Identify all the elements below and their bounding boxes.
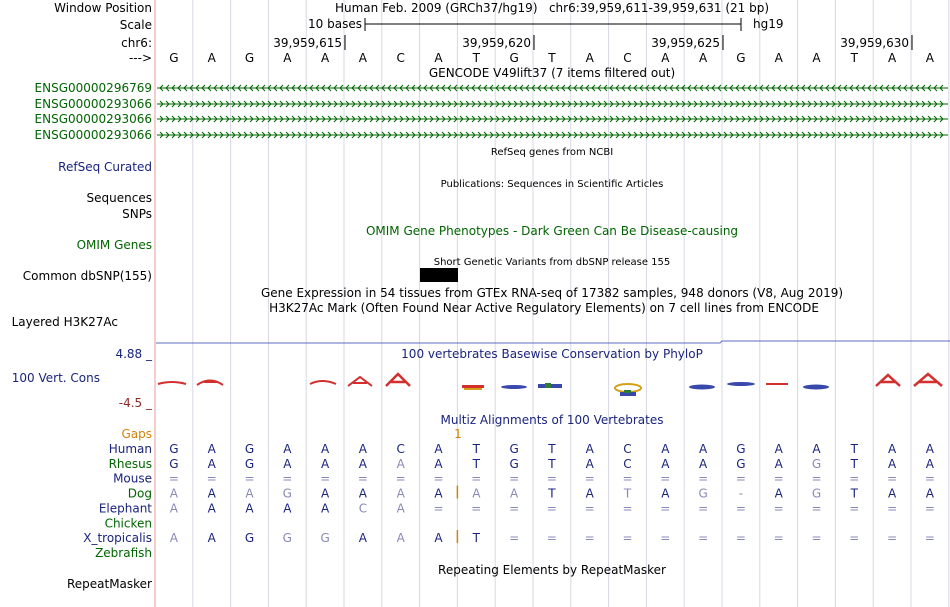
gencode-gene-label[interactable]: ENSG00000293066 <box>34 97 152 111</box>
alignment-base: = <box>546 501 557 516</box>
alignment-base: = <box>244 471 255 486</box>
alignment-base: A <box>887 486 897 501</box>
alignment-base: = <box>622 501 633 516</box>
alignment-base: = <box>735 501 746 516</box>
alignment-base: A <box>887 456 897 471</box>
chrom-label[interactable]: chr6: <box>121 36 152 50</box>
alignment-base: = <box>660 471 671 486</box>
gencode-track-title[interactable]: GENCODE V49lift37 (7 items filtered out) <box>428 66 676 80</box>
alignment-base: A <box>358 486 368 501</box>
reference-base: A <box>887 51 897 65</box>
alignment-base: A <box>396 486 405 501</box>
alignment-base: A <box>207 501 216 516</box>
alignment-base: G <box>811 486 822 501</box>
multiz-track-title[interactable]: Multiz Alignments of 100 Vertebrates <box>440 413 664 427</box>
alignment-base: A <box>320 501 330 516</box>
alignment-base: A <box>925 486 935 501</box>
alignment-base: = <box>887 471 898 486</box>
alignment-base: A <box>812 442 821 456</box>
alignment-base: A <box>434 456 443 471</box>
alignment-base: = <box>773 501 784 516</box>
alignment-base: = <box>773 531 784 546</box>
reference-base: A <box>661 51 670 65</box>
alignment-base: A <box>434 531 443 546</box>
alignment-base: = <box>924 531 935 546</box>
alignment-base: A <box>698 456 708 471</box>
alignment-base: A <box>925 456 935 471</box>
species-label[interactable]: Rhesus <box>108 456 152 471</box>
conservation-logo <box>158 374 942 396</box>
gencode-gene-label[interactable]: ENSG00000296769 <box>34 81 152 95</box>
logo-glyph <box>689 385 715 390</box>
alignment-base: = <box>622 531 633 546</box>
alignment-base: G <box>736 442 746 456</box>
alignment-base: = <box>811 531 822 546</box>
alignment-base: = <box>546 471 557 486</box>
conservation-track-title[interactable]: 100 vertebrates Basewise Conservation by PhyloP <box>401 347 703 361</box>
alignment-base: A <box>283 442 292 456</box>
logo-glyph <box>348 377 372 386</box>
gencode-gene-label[interactable]: ENSG00000293066 <box>34 128 152 142</box>
alignment-base: T <box>548 486 556 501</box>
alignment-base: T <box>623 486 632 501</box>
alignment-base: G <box>282 531 292 546</box>
alignment-base: = <box>924 471 935 486</box>
alignment-base: T <box>472 442 480 456</box>
alignment-base: G <box>244 456 255 471</box>
alignment-base: = <box>584 531 595 546</box>
alignment-base: A <box>585 456 594 471</box>
gtex-track-title[interactable]: Gene Expression in 54 tissues from GTEx RNA-seq of 17382 samples, 948 donors (V8, Aug 2019) <box>260 286 844 300</box>
logo-glyph <box>386 374 410 386</box>
scale-label[interactable]: Scale <box>119 18 152 32</box>
alignment-base: = <box>320 471 331 486</box>
alignment-base: = <box>509 471 520 486</box>
h3k27ac-track-label[interactable]: Layered H3K27Ac <box>11 315 118 329</box>
alignment-base: = <box>660 531 671 546</box>
refseq-track-label[interactable]: RefSeq Curated <box>58 160 152 174</box>
alignment-base: A <box>509 486 519 501</box>
species-label[interactable]: Mouse <box>113 471 152 486</box>
logo-glyph <box>727 382 755 386</box>
alignment-base: A <box>358 531 368 546</box>
species-label[interactable]: X_tropicalis <box>83 531 152 546</box>
alignment-base: A <box>169 501 179 516</box>
alignment-rows <box>169 442 935 545</box>
alignment-base: T <box>548 442 556 456</box>
alignment-base: A <box>396 456 405 471</box>
h3k27ac-track-title[interactable]: H3K27Ac Mark (Often Found Near Active Regulatory Elements) on 7 cell lines from ENCODE <box>269 301 819 315</box>
alignment-base: = <box>433 501 444 516</box>
alignment-base: A <box>396 531 405 546</box>
dbsnp-track-label[interactable]: Common dbSNP(155) <box>22 269 152 283</box>
alignment-base: A <box>585 486 594 501</box>
alignment-base: = <box>509 501 520 516</box>
reference-base: A <box>925 51 935 65</box>
alignment-base: A <box>698 442 708 456</box>
ruler-tick-label: 39,959,625 <box>651 36 720 50</box>
alignment-base: A <box>434 442 443 456</box>
coordinate-ruler <box>273 35 912 50</box>
alignment-base: = <box>849 471 860 486</box>
dbsnp-variant-feature[interactable] <box>420 268 458 282</box>
alignment-base: A <box>661 456 670 471</box>
alignment-base: A <box>320 456 330 471</box>
repeatmasker-track-title[interactable]: Repeating Elements by RepeatMasker <box>438 563 666 577</box>
alignment-base: G <box>169 456 179 471</box>
alignment-base: = <box>282 471 293 486</box>
species-label[interactable]: Zebrafish <box>95 545 152 560</box>
reference-base: T <box>850 51 858 65</box>
ruler-tick-label: 39,959,615 <box>273 36 342 50</box>
logo-glyph <box>876 375 900 386</box>
omim-track-label[interactable]: OMIM Genes <box>76 238 152 252</box>
reference-base: C <box>623 51 632 65</box>
alignment-base: T <box>548 456 556 471</box>
alignment-base: A <box>245 486 254 501</box>
conservation-max-label: 4.88 _ <box>115 347 152 361</box>
alignment-base: C <box>623 442 632 456</box>
alignment-base: C <box>623 456 632 471</box>
alignment-base: A <box>925 442 935 456</box>
logo-glyph <box>158 382 186 384</box>
alignment-base: = <box>924 501 935 516</box>
alignment-base: = <box>433 471 444 486</box>
gencode-gene-label[interactable]: ENSG00000293066 <box>34 112 152 126</box>
window-position-label[interactable]: Window Position <box>54 1 152 15</box>
alignment-base: T <box>850 456 858 471</box>
alignment-base: A <box>320 486 330 501</box>
alignment-base: = <box>773 471 784 486</box>
assembly-text: hg19 <box>753 17 784 31</box>
alignment-base: = <box>887 531 898 546</box>
alignment-base: A <box>661 486 670 501</box>
species-label[interactable]: Human <box>108 442 152 456</box>
reference-base: A <box>283 51 292 65</box>
alignment-base: A <box>207 486 216 501</box>
ruler-tick-label: 39,959,630 <box>840 36 909 50</box>
logo-glyph <box>310 381 336 384</box>
alignment-base: = <box>735 531 746 546</box>
logo-glyph <box>624 390 631 393</box>
reference-base: T <box>548 51 556 65</box>
alignment-base: A <box>396 501 405 516</box>
alignment-base: = <box>698 531 709 546</box>
alignment-base: = <box>698 501 709 516</box>
reference-base: G <box>244 51 255 65</box>
alignment-base: = <box>887 501 898 516</box>
alignment-base: G <box>698 486 708 501</box>
alignment-base: G <box>736 456 746 471</box>
reference-base: A <box>812 51 821 65</box>
alignment-base: = <box>811 471 822 486</box>
reference-base: A <box>434 51 443 65</box>
alignment-base: C <box>396 442 405 456</box>
reference-base: A <box>207 51 216 65</box>
alignment-base: A <box>434 486 443 501</box>
alignment-base: = <box>206 471 217 486</box>
scale-bar <box>308 17 783 31</box>
alignment-base: A <box>207 442 216 456</box>
logo-glyph <box>545 383 551 388</box>
conservation-min-label: -4.5 _ <box>118 396 152 410</box>
species-label[interactable]: Chicken <box>104 516 152 531</box>
alignment-base: = <box>357 471 368 486</box>
logo-glyph <box>462 385 484 388</box>
species-label[interactable]: Elephant <box>98 501 152 516</box>
reference-base: G <box>509 51 519 65</box>
h3k27ac-signal-line <box>156 341 950 343</box>
gencode-gene-features[interactable] <box>157 85 948 138</box>
publications-track-title[interactable]: Publications: Sequences in Scientific Articles <box>440 179 664 190</box>
reference-base: G <box>736 51 746 65</box>
alignment-base: A <box>169 486 179 501</box>
alignment-base: T <box>472 531 480 546</box>
reference-base: T <box>472 51 480 65</box>
alignment-base: A <box>207 456 216 471</box>
alignment-base: T <box>850 486 858 501</box>
dbsnp-track-title[interactable]: Short Genetic Variants from dbSNP release 155 <box>433 257 671 268</box>
alignment-base: = <box>546 531 557 546</box>
alignment-base: G <box>169 442 179 456</box>
logo-glyph <box>464 388 482 390</box>
conservation-track-label[interactable]: 100 Vert. Cons <box>11 371 100 385</box>
position-text: Human Feb. 2009 (GRCh37/hg19) chr6:39,959,611-39,959,631 (21 bp) <box>334 1 770 15</box>
alignment-base: A <box>358 442 368 456</box>
logo-glyph <box>914 374 942 386</box>
logo-glyph <box>501 385 527 389</box>
alignment-base: A <box>887 442 897 456</box>
alignment-base: G <box>811 456 822 471</box>
alignment-base: = <box>584 471 595 486</box>
alignment-base: G <box>282 486 292 501</box>
alignment-base: A <box>472 486 481 501</box>
alignment-base: A <box>661 442 670 456</box>
ruler-tick-label: 39,959,620 <box>462 36 531 50</box>
alignment-base: = <box>584 501 595 516</box>
reference-base: A <box>358 51 368 65</box>
logo-glyph <box>766 383 788 385</box>
reference-base: A <box>585 51 594 65</box>
alignment-base: A <box>585 442 594 456</box>
alignment-base: T <box>850 442 858 456</box>
alignment-base: = <box>698 471 709 486</box>
alignment-base: = <box>622 471 633 486</box>
alignment-base: G <box>320 531 330 546</box>
alignment-base: = <box>849 531 860 546</box>
alignment-base: G <box>244 442 255 456</box>
alignment-base: A <box>283 456 292 471</box>
alignment-base: A <box>320 442 330 456</box>
alignment-base: A <box>774 456 783 471</box>
species-label[interactable]: Dog <box>127 486 152 501</box>
reference-sequence <box>169 51 935 65</box>
alignment-base: = <box>660 501 671 516</box>
alignment-base: - <box>738 486 744 501</box>
alignment-base: G <box>509 442 519 456</box>
alignment-base: A <box>283 501 292 516</box>
alignment-base: = <box>509 531 520 546</box>
alignment-base: = <box>395 471 406 486</box>
alignment-base: = <box>849 501 860 516</box>
logo-glyph <box>803 385 829 390</box>
alignment-base: G <box>244 531 255 546</box>
refseq-track-title[interactable]: RefSeq genes from NCBI <box>490 147 614 158</box>
reference-base: C <box>396 51 405 65</box>
alignment-base: = <box>735 471 746 486</box>
strand-label: ---> <box>128 51 152 65</box>
alignment-base: A <box>169 531 179 546</box>
reference-base: A <box>698 51 708 65</box>
alignment-base: A <box>774 486 783 501</box>
alignment-base: C <box>358 501 368 516</box>
gap-count: 1 <box>454 427 462 441</box>
alignment-base: A <box>207 531 216 546</box>
species-labels <box>83 442 152 560</box>
alignment-base: = <box>471 501 482 516</box>
alignment-base: G <box>509 456 519 471</box>
publications-track-label[interactable]: Sequences <box>86 191 152 205</box>
repeatmasker-track-label[interactable]: RepeatMasker <box>66 577 152 591</box>
reference-base: A <box>320 51 330 65</box>
alignment-base: A <box>358 456 368 471</box>
reference-base: G <box>169 51 179 65</box>
snps-track-label[interactable]: SNPs <box>122 207 152 221</box>
alignment-base: A <box>245 501 254 516</box>
scale-text: 10 bases <box>308 17 362 31</box>
alignment-base: = <box>168 471 179 486</box>
alignment-base: T <box>472 456 480 471</box>
reference-base: A <box>774 51 783 65</box>
alignment-base: = <box>811 501 822 516</box>
alignment-base: = <box>471 471 482 486</box>
alignment-base: A <box>774 442 783 456</box>
gaps-label[interactable]: Gaps <box>121 427 152 441</box>
logo-glyph <box>197 381 223 386</box>
omim-track-title[interactable]: OMIM Gene Phenotypes - Dark Green Can Be Disease-causing <box>365 224 739 238</box>
